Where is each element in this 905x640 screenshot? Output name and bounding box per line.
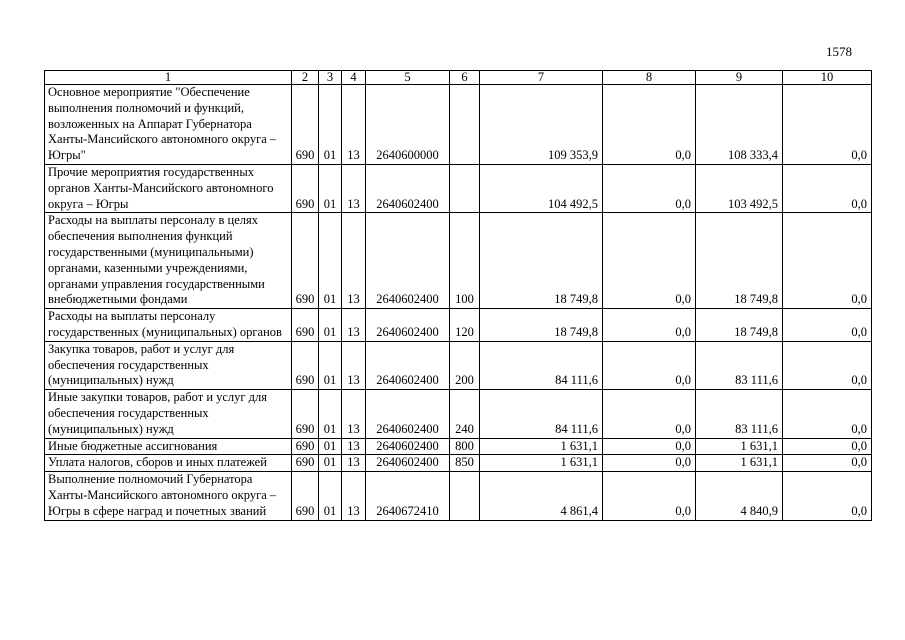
cell-col3: 01 <box>319 438 342 455</box>
cell-col10: 0,0 <box>783 85 872 165</box>
cell-col3: 01 <box>319 455 342 472</box>
header-cell: 9 <box>696 71 783 85</box>
cell-col2: 690 <box>292 164 319 212</box>
cell-col4: 13 <box>342 455 366 472</box>
cell-col9: 1 631,1 <box>696 438 783 455</box>
cell-col9: 18 749,8 <box>696 309 783 342</box>
table-row <box>45 438 872 455</box>
row-name: Прочие мероприятия государственных органов Ханты-Мансийского автономного округа – Югры <box>45 164 292 212</box>
cell-col5: 2640602400 <box>366 309 450 342</box>
cell-col4: 13 <box>342 472 366 520</box>
cell-col8: 0,0 <box>603 85 696 165</box>
cell-col8: 0,0 <box>603 341 696 389</box>
row-name: Иные бюджетные ассигнования <box>45 438 292 455</box>
header-cell: 6 <box>450 71 480 85</box>
budget-table <box>44 70 872 521</box>
cell-col3: 01 <box>319 390 342 438</box>
cell-col4: 13 <box>342 341 366 389</box>
cell-col7: 109 353,9 <box>480 85 603 165</box>
cell-col8: 0,0 <box>603 455 696 472</box>
header-cell: 5 <box>366 71 450 85</box>
cell-col6: 120 <box>450 309 480 342</box>
table-row <box>45 164 872 212</box>
cell-col2: 690 <box>292 309 319 342</box>
row-name: Уплата налогов, сборов и иных платежей <box>45 455 292 472</box>
cell-col5: 2640602400 <box>366 213 450 309</box>
cell-col2: 690 <box>292 455 319 472</box>
cell-col6: 800 <box>450 438 480 455</box>
row-name: Выполнение полномочий Губернатора Ханты-Мансийского автономного округа – Югры в сфере наград и почетных званий <box>45 472 292 520</box>
cell-col2: 690 <box>292 472 319 520</box>
cell-col8: 0,0 <box>603 309 696 342</box>
header-row <box>45 71 872 85</box>
row-name: Расходы на выплаты персоналу государственных (муниципальных) органов <box>45 309 292 342</box>
cell-col5: 2640672410 <box>366 472 450 520</box>
cell-col7: 84 111,6 <box>480 341 603 389</box>
header-cell: 3 <box>319 71 342 85</box>
row-name: Основное мероприятие "Обеспечение выполнения полномочий и функций, возложенных на Аппарат Губернатора Ханты-Мансийского автономного округа – Югры" <box>45 85 292 165</box>
table-row <box>45 341 872 389</box>
cell-col4: 13 <box>342 85 366 165</box>
cell-col7: 4 861,4 <box>480 472 603 520</box>
cell-col9: 103 492,5 <box>696 164 783 212</box>
cell-col7: 104 492,5 <box>480 164 603 212</box>
cell-col6: 100 <box>450 213 480 309</box>
cell-col10: 0,0 <box>783 455 872 472</box>
cell-col5: 2640600000 <box>366 85 450 165</box>
cell-col7: 18 749,8 <box>480 213 603 309</box>
header-cell: 4 <box>342 71 366 85</box>
cell-col7: 84 111,6 <box>480 390 603 438</box>
cell-col3: 01 <box>319 85 342 165</box>
cell-col6 <box>450 164 480 212</box>
cell-col7: 1 631,1 <box>480 455 603 472</box>
cell-col6: 850 <box>450 455 480 472</box>
header-cell: 10 <box>783 71 872 85</box>
cell-col6 <box>450 85 480 165</box>
cell-col4: 13 <box>342 438 366 455</box>
cell-col2: 690 <box>292 213 319 309</box>
cell-col9: 1 631,1 <box>696 455 783 472</box>
header-cell: 2 <box>292 71 319 85</box>
cell-col3: 01 <box>319 472 342 520</box>
cell-col4: 13 <box>342 164 366 212</box>
cell-col10: 0,0 <box>783 438 872 455</box>
row-name: Расходы на выплаты персоналу в целях обеспечения выполнения функций государственными (муниципальными) органами, казенными учреждениями, органами управления государственными внебюджетными фондами <box>45 213 292 309</box>
header-cell: 8 <box>603 71 696 85</box>
cell-col9: 18 749,8 <box>696 213 783 309</box>
cell-col5: 2640602400 <box>366 390 450 438</box>
cell-col4: 13 <box>342 390 366 438</box>
cell-col5: 2640602400 <box>366 341 450 389</box>
cell-col5: 2640602400 <box>366 164 450 212</box>
cell-col2: 690 <box>292 438 319 455</box>
header-cell: 1 <box>45 71 292 85</box>
table-row <box>45 455 872 472</box>
cell-col5: 2640602400 <box>366 455 450 472</box>
header-cell: 7 <box>480 71 603 85</box>
cell-col9: 4 840,9 <box>696 472 783 520</box>
cell-col8: 0,0 <box>603 213 696 309</box>
table-row <box>45 85 872 165</box>
cell-col8: 0,0 <box>603 164 696 212</box>
cell-col10: 0,0 <box>783 164 872 212</box>
table-row <box>45 390 872 438</box>
table-row <box>45 309 872 342</box>
cell-col8: 0,0 <box>603 472 696 520</box>
cell-col3: 01 <box>319 213 342 309</box>
cell-col6: 200 <box>450 341 480 389</box>
cell-col3: 01 <box>319 341 342 389</box>
cell-col2: 690 <box>292 341 319 389</box>
table-row <box>45 213 872 309</box>
row-name: Иные закупки товаров, работ и услуг для обеспечения государственных (муниципальных) нужд <box>45 390 292 438</box>
cell-col3: 01 <box>319 309 342 342</box>
cell-col10: 0,0 <box>783 472 872 520</box>
cell-col9: 83 111,6 <box>696 341 783 389</box>
cell-col2: 690 <box>292 85 319 165</box>
cell-col6 <box>450 472 480 520</box>
cell-col9: 108 333,4 <box>696 85 783 165</box>
cell-col10: 0,0 <box>783 309 872 342</box>
table-row <box>45 472 872 520</box>
row-name: Закупка товаров, работ и услуг для обеспечения государственных (муниципальных) нужд <box>45 341 292 389</box>
cell-col3: 01 <box>319 164 342 212</box>
cell-col10: 0,0 <box>783 341 872 389</box>
cell-col10: 0,0 <box>783 213 872 309</box>
cell-col8: 0,0 <box>603 438 696 455</box>
cell-col10: 0,0 <box>783 390 872 438</box>
cell-col2: 690 <box>292 390 319 438</box>
page-number: 1578 <box>826 44 852 59</box>
cell-col4: 13 <box>342 213 366 309</box>
cell-col8: 0,0 <box>603 390 696 438</box>
cell-col6: 240 <box>450 390 480 438</box>
cell-col7: 1 631,1 <box>480 438 603 455</box>
cell-col7: 18 749,8 <box>480 309 603 342</box>
cell-col4: 13 <box>342 309 366 342</box>
cell-col5: 2640602400 <box>366 438 450 455</box>
cell-col9: 83 111,6 <box>696 390 783 438</box>
